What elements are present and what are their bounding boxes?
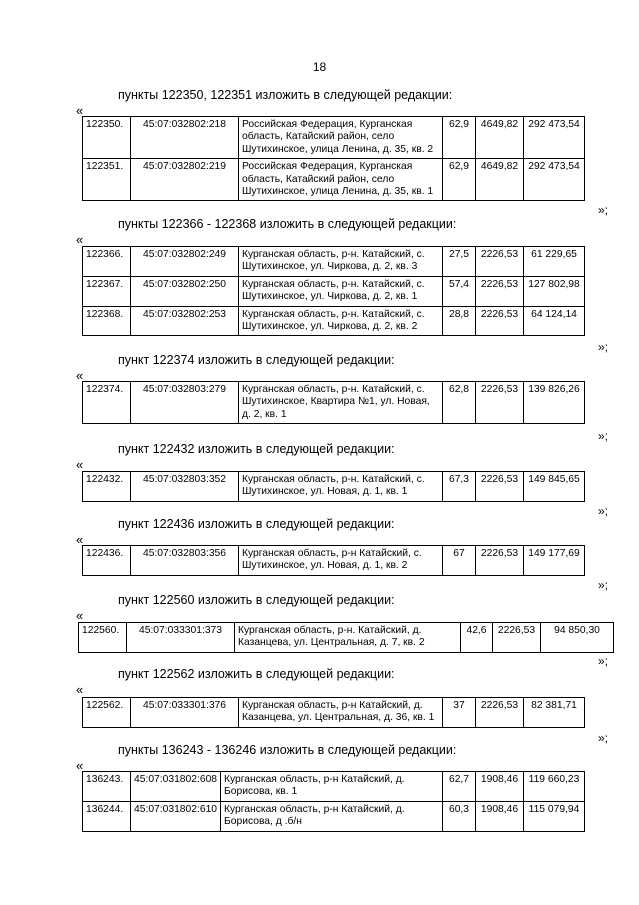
cadastral-number-cell: 45:07:032802:250 [131, 276, 239, 306]
open-quote: « [76, 532, 84, 547]
table-row [83, 472, 585, 502]
rate-cell: 2226,53 [476, 382, 524, 424]
cost-cell: 127 802,98 [524, 276, 585, 306]
cost-cell: 119 660,23 [524, 772, 585, 802]
cadastral-number-cell: 45:07:032803:279 [131, 382, 239, 424]
area-cell: 37 [443, 698, 476, 728]
cost-cell: 64 124,14 [524, 306, 585, 336]
row-number-cell: 122374. [83, 382, 131, 424]
area-cell: 42,6 [461, 623, 493, 653]
close-quote: »; [598, 203, 609, 217]
cost-cell: 94 850,30 [541, 623, 614, 653]
cadastral-number-cell: 45:07:031802:610 [131, 801, 221, 831]
rate-cell: 2226,53 [476, 306, 524, 336]
address-cell: Курганская область, р-н Катайский, д. Борисова, кв. 1 [221, 772, 443, 802]
rate-cell: 4649,82 [476, 117, 524, 159]
rate-cell: 4649,82 [476, 159, 524, 201]
area-cell: 62,9 [443, 159, 476, 201]
area-cell: 67 [443, 546, 476, 576]
address-cell: Курганская область, р-н Катайский, д. Казанцева, ул. Центральная, д. 36, кв. 1 [239, 698, 443, 728]
cost-cell: 115 079,94 [524, 801, 585, 831]
address-cell: Курганская область, р-н Катайский, д. Борисова, д .б/н [221, 801, 443, 831]
cadastral-number-cell: 45:07:032802:218 [131, 117, 239, 159]
page-number: 18 [312, 60, 327, 74]
records-table [82, 771, 585, 832]
area-cell: 62,8 [443, 382, 476, 424]
row-number-cell: 136243. [83, 772, 131, 802]
table-row [83, 546, 585, 576]
records-table [82, 381, 585, 424]
rate-cell: 1908,46 [476, 801, 524, 831]
address-cell: Российская Федерация, Курганская область, Катайский район, село Шутихинское, улица Ленина, д. 35, кв. 2 [239, 117, 443, 159]
section-heading: пункт 122374 изложить в следующей редакции: [118, 353, 395, 367]
open-quote: « [76, 457, 84, 472]
address-cell: Российская Федерация, Курганская область, Катайский район, село Шутихинское, улица Ленина, д. 35, кв. 1 [239, 159, 443, 201]
area-cell: 62,9 [443, 117, 476, 159]
row-number-cell: 122368. [83, 306, 131, 336]
open-quote: « [76, 368, 84, 383]
cost-cell: 292 473,54 [524, 159, 585, 201]
section-heading: пункты 122350, 122351 изложить в следующей редакции: [118, 88, 453, 102]
area-cell: 62,7 [443, 772, 476, 802]
row-number-cell: 122366. [83, 247, 131, 277]
address-cell: Курганская область, р-н. Катайский, с. Шутихинское, ул. Новая, д. 1, кв. 1 [239, 472, 443, 502]
table-row [79, 623, 614, 653]
close-quote: »; [598, 340, 609, 354]
row-number-cell: 122560. [79, 623, 127, 653]
records-table [82, 471, 585, 502]
table-row [83, 117, 585, 159]
table-row [83, 772, 585, 802]
section-heading: пункты 122366 - 122368 изложить в следующей редакции: [118, 217, 457, 231]
close-quote: »; [598, 654, 609, 668]
area-cell: 60,3 [443, 801, 476, 831]
section-heading: пункт 122560 изложить в следующей редакции: [118, 593, 395, 607]
records-table [82, 697, 585, 728]
cost-cell: 82 381,71 [524, 698, 585, 728]
cost-cell: 61 229,65 [524, 247, 585, 277]
row-number-cell: 122436. [83, 546, 131, 576]
address-cell: Курганская область, р-н. Катайский, с. Шутихинское, ул. Чиркова, д. 2, кв. 2 [239, 306, 443, 336]
rate-cell: 2226,53 [476, 472, 524, 502]
row-number-cell: 122367. [83, 276, 131, 306]
table-row [83, 306, 585, 336]
open-quote: « [76, 758, 84, 773]
table-row [83, 159, 585, 201]
row-number-cell: 136244. [83, 801, 131, 831]
address-cell: Курганская область, р-н. Катайский, с. Шутихинское, ул. Чиркова, д. 2, кв. 1 [239, 276, 443, 306]
close-quote: »; [598, 578, 609, 592]
close-quote: »; [598, 731, 609, 745]
open-quote: « [76, 103, 84, 118]
area-cell: 67,3 [443, 472, 476, 502]
cost-cell: 292 473,54 [524, 117, 585, 159]
cadastral-number-cell: 45:07:031802:608 [131, 772, 221, 802]
cadastral-number-cell: 45:07:033301:373 [127, 623, 235, 653]
address-cell: Курганская область, р-н. Катайский, с. Шутихинское, Квартира №1, ул. Новая, д. 2, кв. 1 [239, 382, 443, 424]
section-heading: пункт 122562 изложить в следующей редакции: [118, 667, 395, 681]
cost-cell: 149 177,69 [524, 546, 585, 576]
rate-cell: 2226,53 [476, 247, 524, 277]
rate-cell: 2226,53 [476, 546, 524, 576]
row-number-cell: 122351. [83, 159, 131, 201]
cost-cell: 139 826,26 [524, 382, 585, 424]
rate-cell: 1908,46 [476, 772, 524, 802]
open-quote: « [76, 682, 84, 697]
rate-cell: 2226,53 [476, 276, 524, 306]
cadastral-number-cell: 45:07:032802:249 [131, 247, 239, 277]
cost-cell: 149 845,65 [524, 472, 585, 502]
address-cell: Курганская область, р-н. Катайский, д. Казанцева, ул. Центральная, д. 7, кв. 2 [235, 623, 461, 653]
address-cell: Курганская область, р-н. Катайский, с. Шутихинское, ул. Чиркова, д. 2, кв. 3 [239, 247, 443, 277]
records-table [82, 246, 585, 336]
table-row [83, 698, 585, 728]
table-row [83, 382, 585, 424]
open-quote: « [76, 232, 84, 247]
area-cell: 28,8 [443, 306, 476, 336]
table-row [83, 276, 585, 306]
cadastral-number-cell: 45:07:032803:352 [131, 472, 239, 502]
area-cell: 57,4 [443, 276, 476, 306]
area-cell: 27,5 [443, 247, 476, 277]
table-row [83, 247, 585, 277]
cadastral-number-cell: 45:07:033301:376 [131, 698, 239, 728]
cadastral-number-cell: 45:07:032802:219 [131, 159, 239, 201]
cadastral-number-cell: 45:07:032802:253 [131, 306, 239, 336]
rate-cell: 2226,53 [493, 623, 541, 653]
cadastral-number-cell: 45:07:032803:356 [131, 546, 239, 576]
address-cell: Курганская область, р-н Катайский, с. Шутихинское, ул. Новая, д. 1, кв. 2 [239, 546, 443, 576]
table-row [83, 801, 585, 831]
row-number-cell: 122432. [83, 472, 131, 502]
records-table [82, 116, 585, 201]
close-quote: »; [598, 429, 609, 443]
open-quote: « [76, 608, 84, 623]
section-heading: пункт 122436 изложить в следующей редакции: [118, 517, 395, 531]
section-heading: пункт 122432 изложить в следующей редакции: [118, 442, 395, 456]
records-table [78, 622, 614, 653]
row-number-cell: 122350. [83, 117, 131, 159]
row-number-cell: 122562. [83, 698, 131, 728]
records-table [82, 545, 585, 576]
close-quote: »; [598, 504, 609, 518]
section-heading: пункты 136243 - 136246 изложить в следующей редакции: [118, 743, 457, 757]
rate-cell: 2226,53 [476, 698, 524, 728]
